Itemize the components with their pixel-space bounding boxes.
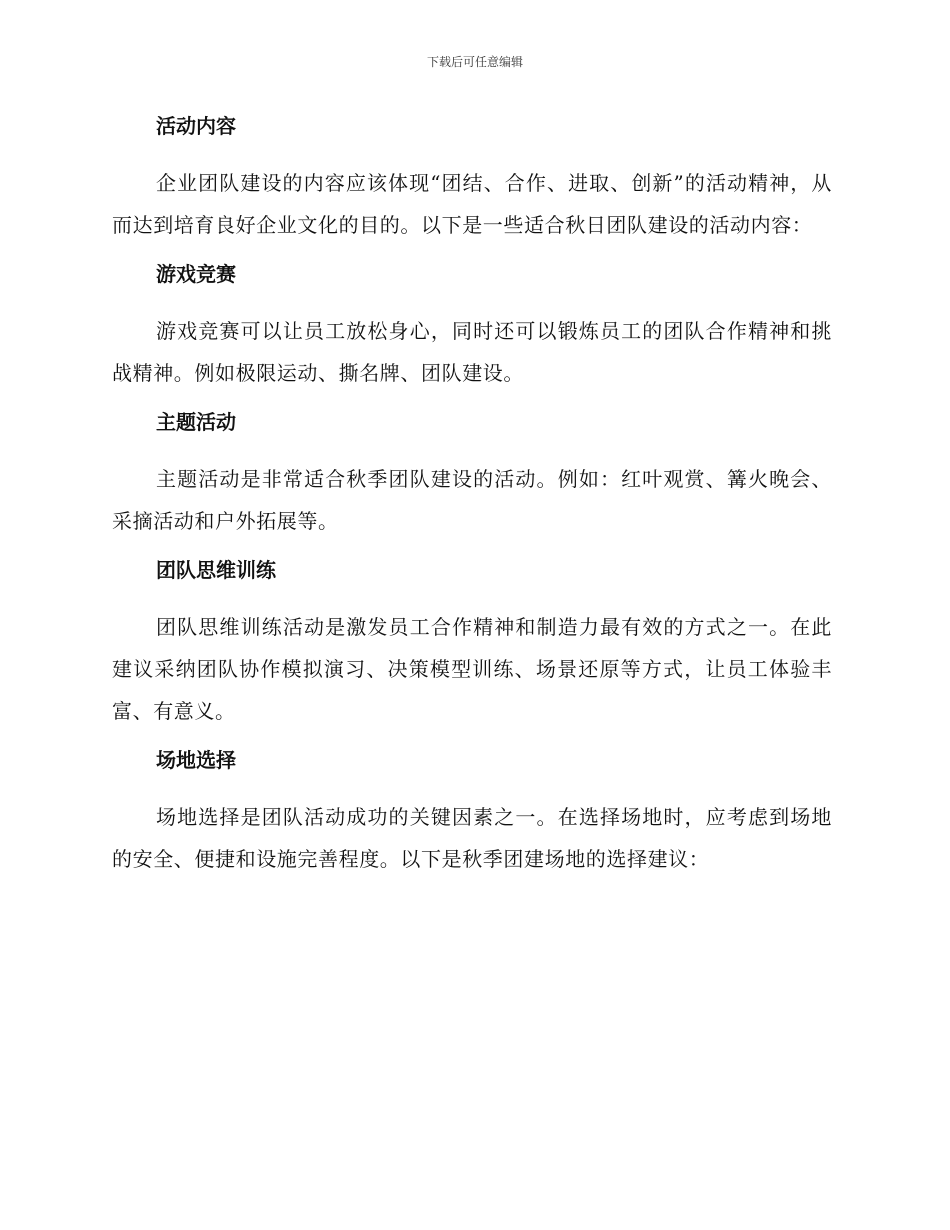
section-paragraph: 场地选择是团队活动成功的关键因素之一。在选择场地时，应考虑到场地的安全、便捷和设施完善程度。以下是秋季团建场地的选择建议： (112, 805, 832, 871)
section-theme-activity (112, 406, 832, 542)
section-team-thinking-training (112, 554, 832, 732)
page-header-note: 下载后可任意编辑 (426, 55, 523, 69)
section-heading: 主题活动 (156, 410, 236, 434)
section-heading: 游戏竞赛 (156, 262, 236, 286)
section-activity-content (112, 110, 832, 246)
section-paragraph: 团队思维训练活动是激发员工合作精神和制造力最有效的方式之一。在此建议采纳团队协作模拟演习、决策模型训练、场景还原等方式，让员工体验丰富、有意义。 (112, 615, 832, 723)
section-paragraph: 游戏竞赛可以让员工放松身心，同时还可以锻炼员工的团队合作精神和挑战精神。例如极限运动、撕名牌、团队建设。 (112, 319, 832, 385)
section-heading: 团队思维训练 (156, 558, 276, 582)
section-game-competition (112, 258, 832, 394)
document-body (112, 110, 832, 892)
section-paragraph: 企业团队建设的内容应该体现“团结、合作、进取、创新”的活动精神，从而达到培育良好企业文化的目的。以下是一些适合秋日团队建设的活动内容： (112, 171, 832, 237)
section-venue-selection (112, 744, 832, 880)
section-paragraph: 主题活动是非常适合秋季团队建设的活动。例如：红叶观赏、篝火晚会、采摘活动和户外拓展等。 (112, 467, 832, 533)
section-heading: 活动内容 (156, 114, 236, 138)
section-heading: 场地选择 (156, 748, 236, 772)
